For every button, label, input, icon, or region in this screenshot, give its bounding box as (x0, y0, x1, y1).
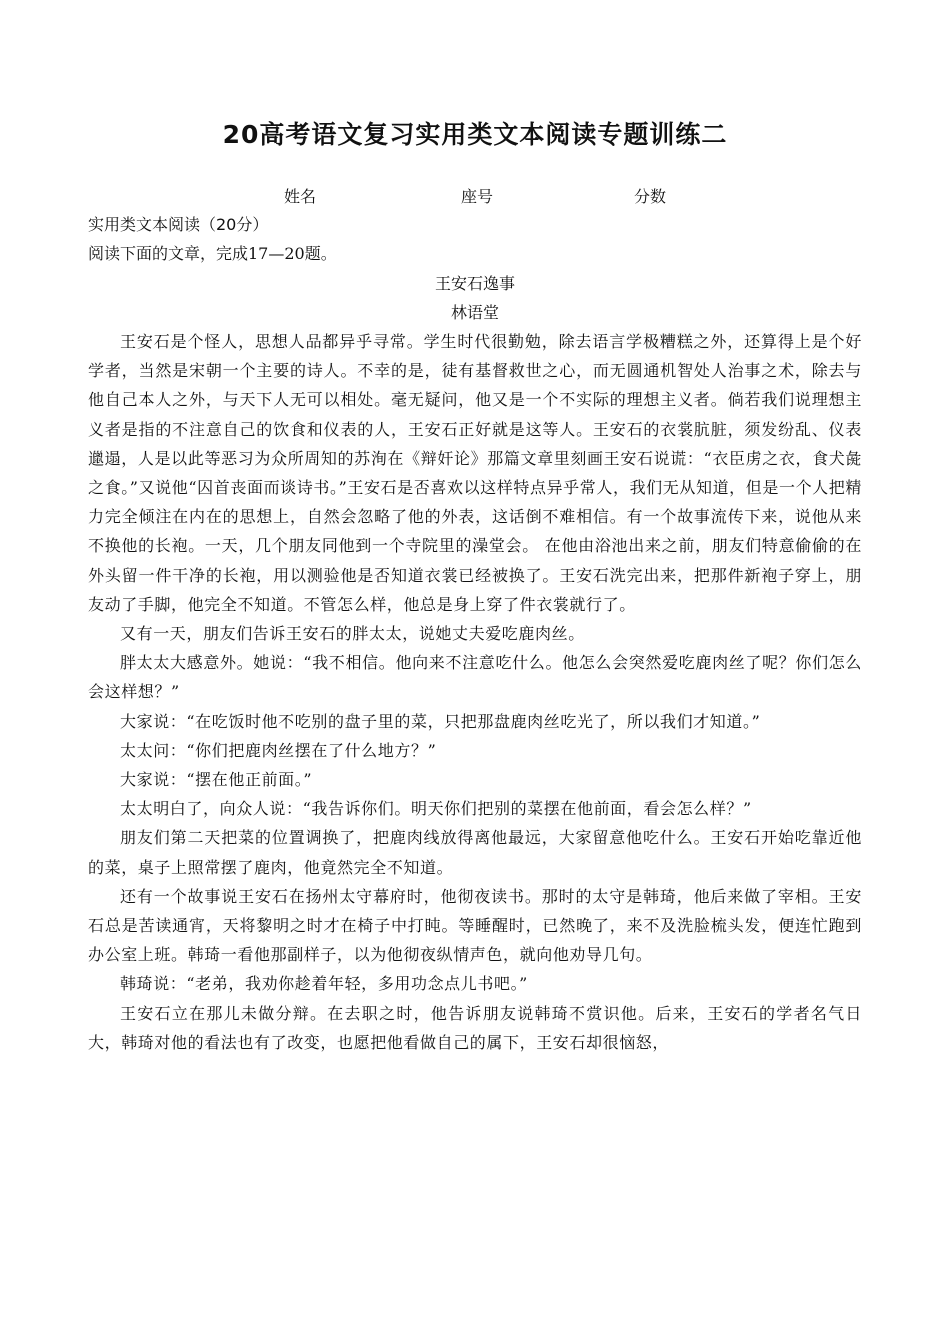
document-page (88, 110, 862, 1057)
article-author: 林语堂 (450, 303, 499, 322)
name-label: 姓名 (284, 187, 317, 206)
article-title: 王安石逸事 (434, 274, 515, 293)
article-paragraph: 还有一个故事说王安石在扬州太守幕府时，他彻夜读书。那时的太守是韩琦，他后来做了宰相。王安石总是苦读通宵，天将黎明之时才在椅子中打盹。等睡醒时，已然晚了，来不及洗脸梳头发，便连忙跑到办公室上班。韩琦一看他那副样子，以为他彻夜纵情声色，就向他劝导几句。 (88, 886, 862, 965)
seat-label: 座号 (461, 187, 494, 206)
article-paragraph: 太太明白了，向众人说：“我告诉你们。明天你们把别的菜摆在他前面，看会怎么样？” (120, 799, 752, 819)
article-paragraph: 太太问：“你们把鹿肉丝摆在了什么地方？” (120, 740, 437, 760)
article-paragraph: 王安石立在那儿未做分辩。在去职之时，他告诉朋友说韩琦不赏识他。后来，王安石的学者名气日大，韩琦对他的看法也有了改变，也愿把他看做自己的属下，王安石却很恼怒， (88, 1003, 862, 1052)
instruction-text: 阅读下面的文章，完成17—20题。 (88, 244, 337, 263)
document-title: 20高考语文复习实用类文本阅读专题训练二 (222, 120, 728, 149)
article-paragraph: 大家说：“在吃饭时他不吃别的盘子里的菜，只把那盘鹿肉丝吃光了，所以我们才知道。” (120, 711, 761, 731)
section-heading: 实用类文本阅读（20分） (88, 215, 269, 234)
article-paragraph: 韩琦说：“老弟，我劝你趁着年轻，多用功念点儿书吧。” (120, 974, 528, 994)
score-label: 分数 (634, 187, 667, 206)
article-paragraph: 王安石是个怪人，思想人品都异乎寻常。学生时代很勤勉，除去语言学极糟糕之外，还算得上是个好学者，当然是宋朝一个主要的诗人。不幸的是，徒有基督救世之心，而无圆通机智处人治事之术，除去与他自己本人之外，与天下人无可以相处。毫无疑问，他又是一个不实际的理想主义者。倘若我们说理想主义者是指的不注意自己的饮食和仪表的人，王安石正好就是这等人。王安石的衣裳肮脏，须发纷乱、仪表邋遢，人是以此等恶习为众所周知的苏洵在《辩奸论》那篇文章里刻画王安石说谎：“衣臣虏之衣，食犬彘之食。”又说他“囚首丧面而谈诗书。”王安石是否喜欢以这样特点异乎常人，我们无从知道，但是一个人把精力完全倾注在内在的思想上，自然会忽略了他的外表，这话倒不难相信。有一个故事流传下来，说他从来不换他的长袍。一天，几个朋友同他到一个寺院里的澡堂会。 在他由浴池出来之前，朋友们特意偷偷的在外头留一件干净的长袍，用以测验他是否知道衣裳已经被换了。王安石洗完出来，把那件新袍子穿上，朋友动了手脚，他完全不知道。不管怎么样，他总是身上穿了件衣裳就行了。 (88, 332, 862, 614)
article-paragraph: 朋友们第二天把菜的位置调换了，把鹿肉线放得离他最远，大家留意他吃什么。王安石开始吃靠近他的菜，桌子上照常摆了鹿肉，他竟然完全不知道。 (88, 828, 862, 877)
article-paragraph: 胖太太大感意外。她说：“我不相信。他向来不注意吃什么。他怎么会突然爱吃鹿肉丝了呢？你们怎么会这样想？” (88, 653, 862, 702)
student-info-row (88, 180, 862, 210)
article-paragraph: 大家说：“摆在他正前面。” (120, 770, 313, 790)
article-paragraph: 又有一天，朋友们告诉王安石的胖太太，说她丈夫爱吃鹿肉丝。 (120, 624, 585, 644)
